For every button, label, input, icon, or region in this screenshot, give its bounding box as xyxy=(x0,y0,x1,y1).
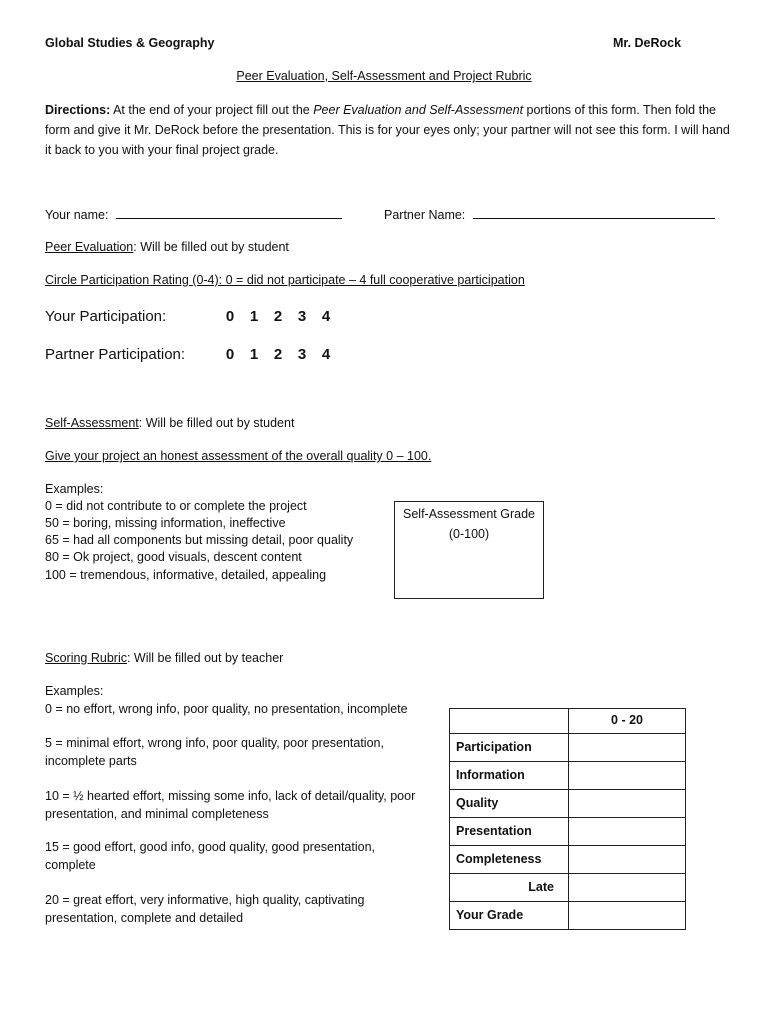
table-row xyxy=(450,846,686,874)
rubric-example: 10 = ½ hearted effort, missing some info, lack of detail/quality, poor presentation, and minimal completeness xyxy=(45,789,416,821)
rubric-score-cell[interactable] xyxy=(569,762,686,790)
table-row xyxy=(450,790,686,818)
self-assessment-grade-range: (0-100) xyxy=(448,526,490,541)
rubric-header-blank xyxy=(450,709,569,734)
self-assessment-instruction: Give your project an honest assessment of the overall quality 0 – 100. xyxy=(45,449,432,463)
self-assessment-grade-box[interactable] xyxy=(394,501,544,599)
partner-participation-label: Partner Participation: xyxy=(45,346,186,363)
partner-name-label: Partner Name: xyxy=(384,208,466,222)
scoring-rubric-note: : Will be filled out by teacher xyxy=(126,651,284,665)
self-assessment-example: 65 = had all components but missing detail, poor quality xyxy=(45,533,354,547)
rubric-score-cell[interactable] xyxy=(569,846,686,874)
rubric-row-label: Late xyxy=(450,874,569,902)
rating-instruction: Circle Participation Rating (0-4): 0 = did not participate – 4 full cooperative participation xyxy=(45,273,525,287)
table-row xyxy=(450,734,686,762)
self-assessment-examples-label: Examples: xyxy=(45,482,104,496)
directions-paragraph xyxy=(45,100,735,160)
rubric-score-cell[interactable] xyxy=(569,734,686,762)
rubric-row-label: Participation xyxy=(450,734,569,762)
partner-participation-ratings xyxy=(218,344,338,365)
scoring-rubric-heading-row xyxy=(45,650,283,668)
self-assessment-note: : Will be filled out by student xyxy=(138,416,295,430)
rating-option[interactable]: 1 xyxy=(249,346,259,363)
your-name-label: Your name: xyxy=(45,208,109,222)
table-row xyxy=(450,818,686,846)
directions-italic: Peer Evaluation and Self-Assessment xyxy=(313,103,524,117)
rubric-example: 15 = good effort, good info, good quality, good presentation, complete xyxy=(45,840,375,872)
self-assessment-grade-title: Self-Assessment Grade xyxy=(403,507,535,521)
rubric-example: 0 = no effort, wrong info, poor quality, no presentation, incomplete xyxy=(45,702,408,716)
peer-evaluation-heading: Peer Evaluation xyxy=(45,240,134,254)
rubric-row-label: Quality xyxy=(450,790,569,818)
rating-option[interactable]: 2 xyxy=(273,308,283,325)
rating-option[interactable]: 0 xyxy=(225,308,235,325)
self-assessment-example: 80 = Ok project, good visuals, descent content xyxy=(45,550,302,564)
rating-option[interactable]: 1 xyxy=(249,308,259,325)
rating-option[interactable]: 3 xyxy=(297,346,307,363)
partner-name-blank[interactable] xyxy=(473,206,715,219)
self-assessment-example: 50 = boring, missing information, ineffective xyxy=(45,516,286,530)
rubric-example: 20 = great effort, very informative, high quality, captivating presentation, complete and detailed xyxy=(45,893,365,925)
partner-name-row xyxy=(384,206,715,225)
peer-evaluation-note: : Will be filled out by student xyxy=(133,240,289,254)
rubric-row-label: Completeness xyxy=(450,846,569,874)
rating-option[interactable]: 0 xyxy=(225,346,235,363)
table-row xyxy=(450,762,686,790)
your-participation-label: Your Participation: xyxy=(45,308,167,325)
directions-label: Directions: xyxy=(45,103,111,117)
self-assessment-example: 0 = did not contribute to or complete the project xyxy=(45,499,307,513)
directions-text-1: At the end of your project fill out the xyxy=(110,103,314,117)
self-assessment-heading-row xyxy=(45,415,294,433)
rubric-table xyxy=(449,708,686,930)
your-name-blank[interactable] xyxy=(116,206,342,219)
rubric-score-cell[interactable] xyxy=(569,818,686,846)
directions-text-2: portions of this form. Then fold the form and give it Mr. DeRock before the presentation. This is for your eyes only; your partner will not see this form. I will hand it back to you with your final project grade. xyxy=(45,103,730,157)
rubric-score-cell[interactable] xyxy=(569,790,686,818)
table-row xyxy=(450,874,686,902)
course-name: Global Studies & Geography xyxy=(45,36,215,50)
rating-option[interactable]: 3 xyxy=(297,308,307,325)
peer-evaluation-heading-row xyxy=(45,239,289,257)
rubric-score-cell[interactable] xyxy=(569,874,686,902)
rubric-examples-label: Examples: xyxy=(45,684,104,698)
rubric-example: 5 = minimal effort, wrong info, poor quality, poor presentation, incomplete parts xyxy=(45,736,384,768)
rubric-row-label: Presentation xyxy=(450,818,569,846)
scoring-rubric-heading: Scoring Rubric xyxy=(45,651,127,665)
rating-option[interactable]: 4 xyxy=(321,346,331,363)
table-row xyxy=(450,902,686,930)
rubric-row-label: Your Grade xyxy=(450,902,569,930)
your-participation-ratings xyxy=(218,306,338,327)
rubric-row-label: Information xyxy=(450,762,569,790)
self-assessment-heading: Self-Assessment xyxy=(45,416,139,430)
teacher-name: Mr. DeRock xyxy=(613,36,682,50)
page-title: Peer Evaluation, Self-Assessment and Project Rubric xyxy=(236,69,532,83)
rubric-column-header: 0 - 20 xyxy=(569,709,686,734)
rating-option[interactable]: 4 xyxy=(321,308,331,325)
rubric-header-row xyxy=(450,709,686,734)
self-assessment-example: 100 = tremendous, informative, detailed, appealing xyxy=(45,568,327,582)
your-name-row xyxy=(45,206,342,225)
rating-option[interactable]: 2 xyxy=(273,346,283,363)
rubric-score-cell[interactable] xyxy=(569,902,686,930)
